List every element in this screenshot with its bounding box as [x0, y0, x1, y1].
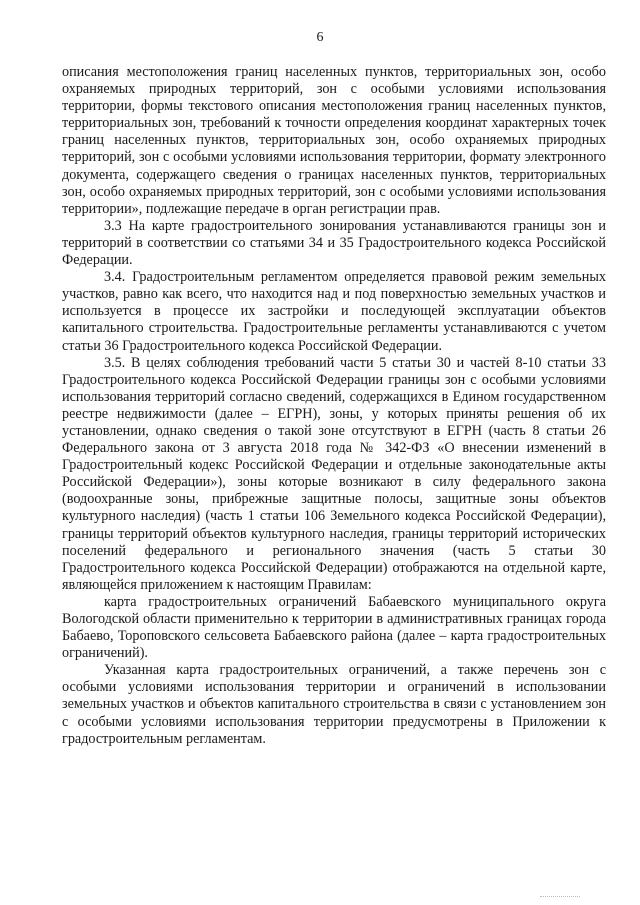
- paragraph-continuation: описания местоположения границ населенных пунктов, территориальных зон, особо охраняемых природных территорий, зон с особыми условиями использования территории, формы текстового описания местоположения границ населенных пунктов, территориальных зон, требований к точности определения координат характерных точек границ населенных пунктов, территориальных зон, особо охраняемых природных территорий, зон с особыми условиями использования территории, формату электронного документа, содержащего сведения о границах населенных пунктов, территориальных зон, особо охраняемых природных территорий, зон с особыми условиями использования территории», подлежащие передаче в орган регистрации прав.: [62, 64, 606, 217]
- paragraph-3-5: 3.5. В целях соблюдения требований части 5 статьи 30 и частей 8-10 статьи 33 Градостроительного кодекса Российской Федерации границы зон с особыми условиями использования территорий согласно сведений, содержащихся в Едином государственном реестре недвижимости (далее – ЕГРН), зоны, у которых приняты решения об их установлении, однако сведения о такой зоне отсутствуют в ЕГРН (часть 8 статьи 26 Федерального закона от 3 августа 2018 года № 342-ФЗ «О внесении изменений в Градостроительный кодекс Российской Федерации и отдельные законодательные акты Российской Федерации»), зоны которые возникают в силу федерального закона (водоохранные зоны, прибрежные защитные полосы, защитные зоны объектов культурного наследия) (часть 1 статьи 106 Земельного кодекса Российской Федерации), границы территорий объектов культурного наследия, границы территорий исторических поселений федерального и регионального значения (часть 5 статьи 30 Градостроительного кодекса Российской Федерации) отображаются на отдельной карте, являющейся приложением к настоящим Правилам:: [62, 354, 606, 593]
- scan-artifact: [540, 896, 580, 899]
- paragraph-3-4: 3.4. Градостроительным регламентом определяется правовой режим земельных участков, равно как всего, что находится над и под поверхностью земельных участков и используется в процессе их застройки и последующей эксплуатации объектов капитального строительства. Градостроительные регламенты устанавливаются с учетом статьи 36 Градостроительного кодекса Российской Федерации.: [62, 269, 606, 354]
- paragraph-3-3: 3.3 На карте градостроительного зонирования устанавливаются границы зон и территорий в соответствии со статьями 34 и 35 Градостроительного кодекса Российской Федерации.: [62, 217, 606, 269]
- document-body: [62, 64, 606, 748]
- page-number: 6: [316, 30, 324, 45]
- paragraph-final: Указанная карта градостроительных ограничений, а также перечень зон с особыми условиями использования территории и ограничений в использовании земельных участков и объектов капитального строительства в связи с установлением зон с особыми условиями использования территории предусмотрены в Приложении к градостроительным регламентам.: [62, 662, 606, 747]
- paragraph-restrictions-map: карта градостроительных ограничений Бабаевского муниципального округа Вологодской области применительно к территории в административных границах города Бабаево, Тороповского сельсовета Бабаевского района (далее – карта градостроительных ограничений).: [62, 593, 606, 662]
